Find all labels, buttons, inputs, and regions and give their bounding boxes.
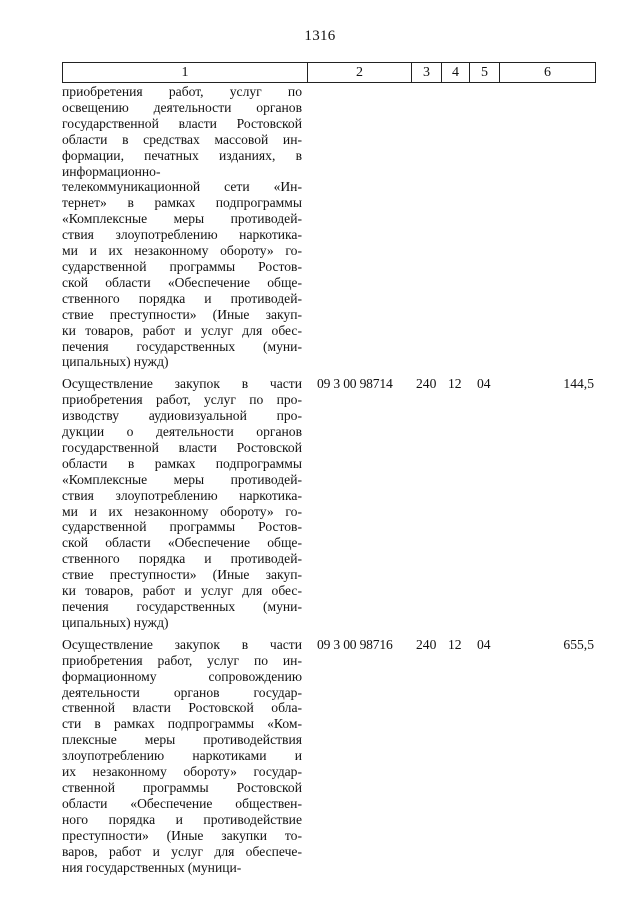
description-line: государственной власти Ростовской — [62, 439, 302, 455]
description-line: сударственной программы Ростов- — [62, 519, 302, 535]
description-line: их незаконному обороту» государ- — [62, 764, 302, 780]
description-line: «Комплексные меры противодей- — [62, 471, 302, 487]
description-line: злоупотреблению наркотиками и — [62, 748, 302, 764]
description-line: ного порядка и противодействие — [62, 811, 302, 827]
row-description — [62, 376, 302, 631]
description-line: дукции о деятельности органов — [62, 424, 302, 440]
description-line: формационному сопровождению — [62, 668, 302, 684]
description-line: ствия злоупотреблению наркотика- — [62, 487, 302, 503]
table-row — [62, 637, 594, 876]
description-line: «Комплексные меры противодей- — [62, 211, 302, 227]
description-line: области в рамках подпрограммы — [62, 455, 302, 471]
description-line: печения государственных (муни- — [62, 599, 302, 614]
header-col-6: 6 — [499, 63, 595, 82]
description-line: приобретения работ, услуг по — [62, 84, 302, 99]
description-line: ской области «Обеспечение обще- — [62, 274, 302, 290]
description-line: деятельности органов государ- — [62, 684, 302, 700]
description-line: ствие преступности» (Иные закуп- — [62, 567, 302, 583]
table-body — [62, 84, 594, 881]
header-col-4: 4 — [441, 63, 469, 82]
description-line: приобретения работ, услуг по про- — [62, 392, 302, 408]
description-line: сударственной программы Ростов- — [62, 258, 302, 274]
row-section: 12 — [448, 636, 462, 652]
description-line: ствие преступности» (Иные закуп- — [62, 306, 302, 322]
description-line: области в средствах массовой ин- — [62, 131, 302, 147]
description-line: ми и их незаконному обороту» го- — [62, 503, 302, 519]
description-line: изводству аудиовизуальной про- — [62, 408, 302, 424]
row-subsection: 04 — [477, 376, 491, 392]
description-line: Осуществление закупок в части — [62, 376, 302, 392]
table-row — [62, 376, 594, 631]
description-line: приобретения работ, услуг по ин- — [62, 652, 302, 668]
description-line: ственной программы Ростовской — [62, 779, 302, 795]
row-expense-type: 240 — [416, 376, 437, 392]
table-header — [62, 62, 596, 83]
description-line: Осуществление закупок в части — [62, 636, 302, 652]
description-line: преступности» (Иные закупки то- — [62, 827, 302, 843]
description-line: ки товаров, работ и услуг для обес- — [62, 322, 302, 338]
header-col-1: 1 — [181, 65, 189, 80]
description-line: области «Обеспечение обществен- — [62, 795, 302, 811]
description-line: ми и их незаконному обороту» го- — [62, 243, 302, 259]
row-section: 12 — [448, 376, 462, 392]
description-line: ки товаров, работ и услуг для обес- — [62, 583, 302, 599]
header-col-3: 3 — [411, 63, 441, 82]
row-expense-type: 240 — [416, 636, 437, 652]
description-line: формации, печатных изданиях, в — [62, 147, 302, 163]
description-line: освещению деятельности органов — [62, 99, 302, 115]
table-row — [62, 84, 594, 370]
description-line: государственной власти Ростовской — [62, 115, 302, 131]
description-line: тернет» в рамках подпрограммы — [62, 195, 302, 211]
description-line: ципальных) нужд) — [62, 354, 169, 370]
description-line: ствия злоупотреблению наркотика- — [62, 227, 302, 243]
description-line: ственной власти Ростовской обла- — [62, 700, 302, 716]
row-amount: 655,5 — [563, 636, 594, 652]
description-line: информационно- — [62, 163, 161, 179]
row-amount: 144,5 — [563, 376, 594, 392]
page-number: 1316 — [304, 28, 336, 44]
description-line: ственного порядка и противодей- — [62, 290, 302, 306]
description-line: ственного порядка и противодей- — [62, 551, 302, 567]
header-col-2: 2 — [307, 63, 411, 82]
description-line: печения государственных (муни- — [62, 338, 302, 354]
description-line: сти в рамках подпрограммы «Ком- — [62, 716, 302, 732]
row-description — [62, 637, 302, 876]
row-target-code: 09 3 00 98714 — [317, 376, 393, 392]
description-line: телекоммуникационной сети «Ин- — [62, 179, 302, 195]
description-line: ния государственных (муници- — [62, 859, 242, 875]
description-line: плексные меры противодействия — [62, 732, 302, 748]
description-line: ципальных) нужд) — [62, 614, 169, 630]
description-line: ской области «Обеспечение обще- — [62, 535, 302, 551]
row-target-code: 09 3 00 98716 — [317, 636, 393, 652]
row-subsection: 04 — [477, 636, 491, 652]
row-description — [62, 84, 302, 370]
description-line: варов, работ и услуг для обеспече- — [62, 843, 302, 859]
header-col-5: 5 — [469, 63, 499, 82]
